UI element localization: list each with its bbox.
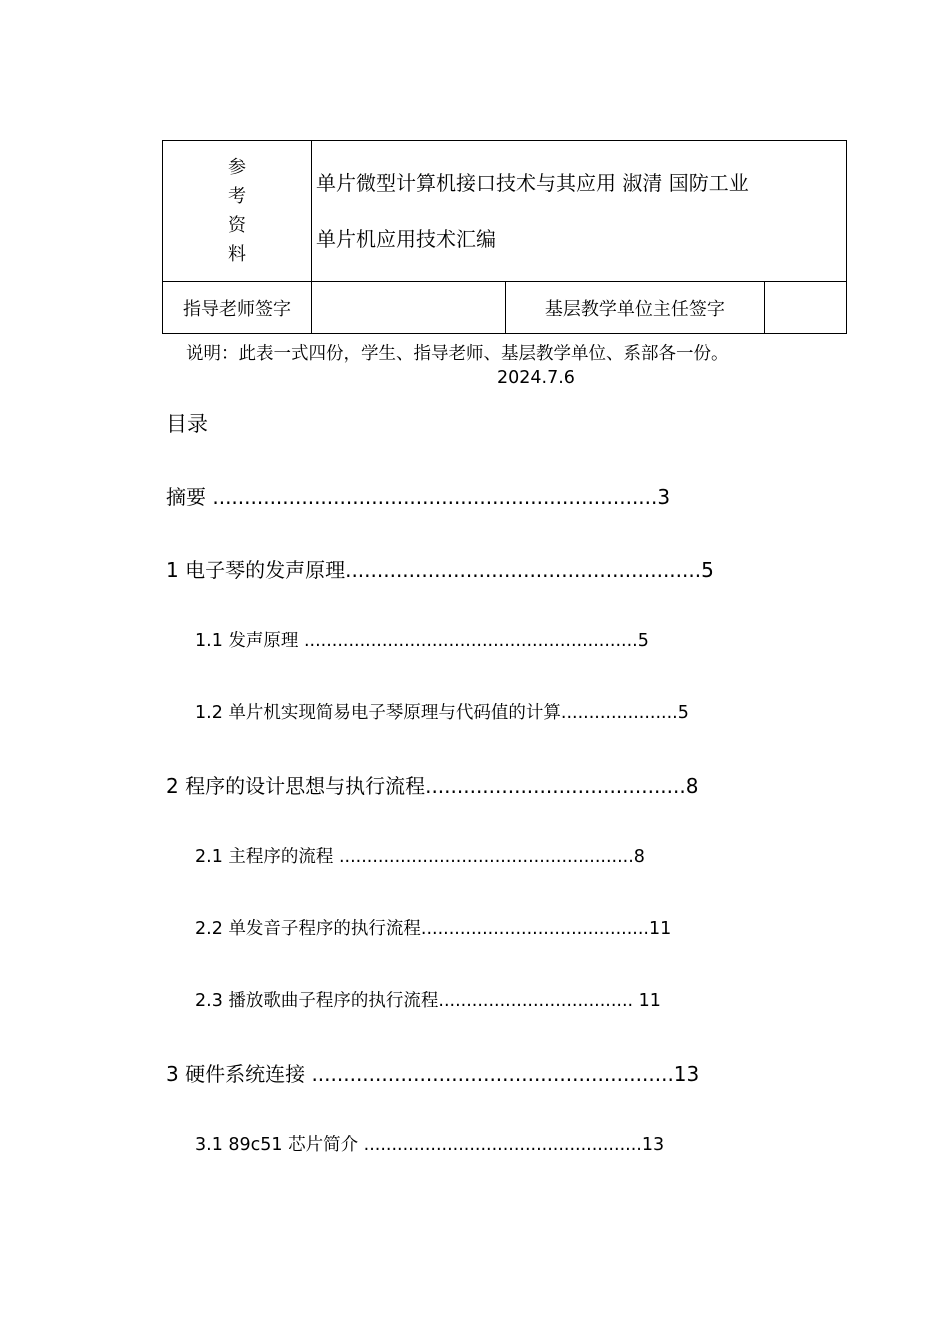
- toc-entry[interactable]: 2.1 主程序的流程 .....................................................8: [195, 847, 645, 867]
- toc-entry[interactable]: 3.1 89c51 芯片简介 ..................................................13: [195, 1135, 665, 1155]
- reference-item: 单片机应用技术汇编: [316, 227, 496, 251]
- ref-label-char: 参: [228, 157, 246, 178]
- ref-label-char: 考: [228, 186, 246, 207]
- references-row: [163, 141, 847, 282]
- ref-label-char: 料: [228, 244, 246, 265]
- toc-entry[interactable]: 1.1 发声原理 ............................................................5: [195, 631, 649, 651]
- reference-item: 单片微型计算机接口技术与其应用 淑清 国防工业: [316, 171, 749, 195]
- project-form-table: [162, 140, 847, 334]
- toc-entry[interactable]: 1.2 单片机实现简易电子琴原理与代码值的计算.....................5: [195, 703, 689, 723]
- ref-label-char: 资: [228, 215, 246, 236]
- toc-entry[interactable]: 3 硬件系统连接 .........................................................13: [166, 1062, 700, 1086]
- toc-entry[interactable]: 2 程序的设计思想与执行流程.........................................8: [166, 774, 699, 798]
- form-note: 说明：此表一式四份，学生、指导老师、基层教学单位、系部各一份。: [186, 344, 729, 364]
- advisor-sign-label: 指导老师签字: [163, 282, 312, 334]
- references-content-cell: [312, 141, 847, 282]
- toc-title: 目录: [166, 412, 208, 436]
- toc-entry[interactable]: 1 电子琴的发声原理........................................................5: [166, 558, 714, 582]
- references-label-cell: [163, 141, 312, 282]
- toc-entry[interactable]: 2.3 播放歌曲子程序的执行流程................................... 11: [195, 991, 661, 1011]
- document-date: 2024.7.6: [497, 368, 575, 388]
- director-sign-label: 基层教学单位主任签字: [505, 282, 764, 334]
- toc-entry[interactable]: 摘要 ......................................................................3: [166, 485, 671, 509]
- director-sign-field: [764, 282, 846, 334]
- advisor-sign-field: [312, 282, 506, 334]
- toc-entry[interactable]: 2.2 单发音子程序的执行流程.........................................11: [195, 919, 672, 939]
- signature-row: [163, 282, 847, 334]
